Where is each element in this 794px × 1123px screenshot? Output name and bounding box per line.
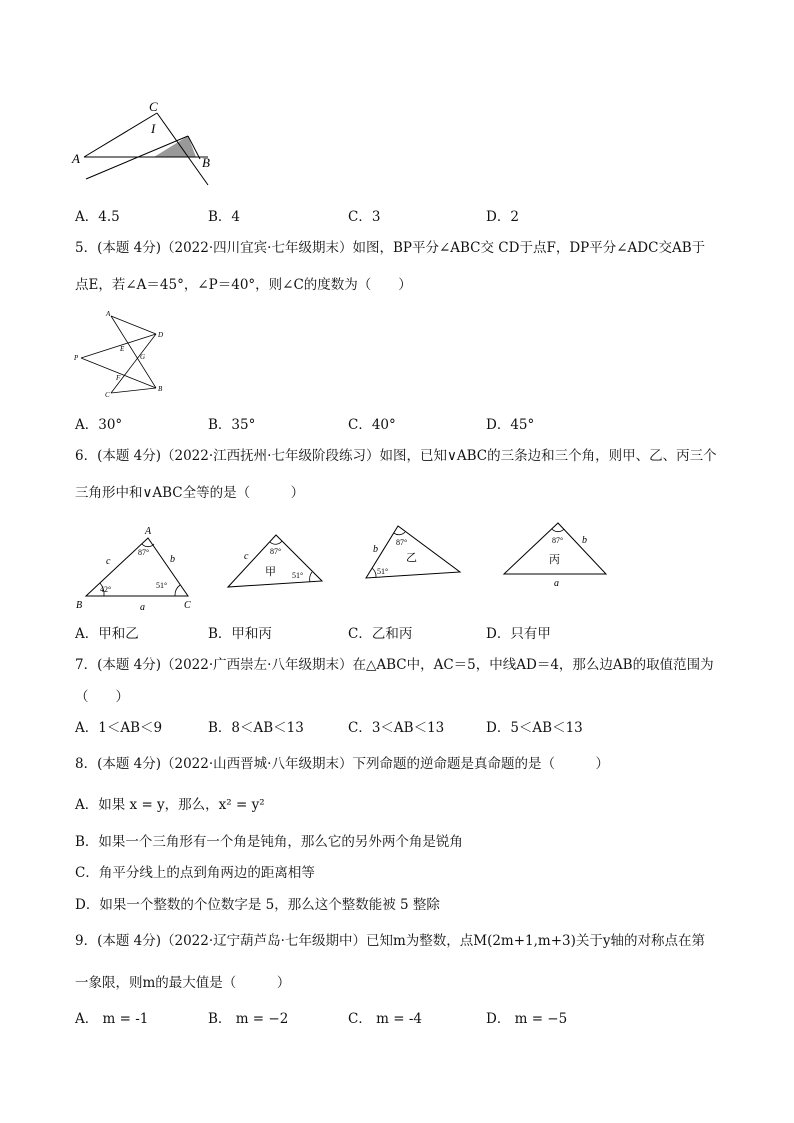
q8-option-c: C．角平分线上的点到角两边的距离相等	[75, 865, 315, 881]
label-g: G	[140, 353, 146, 361]
q6-option-a: A．甲和乙	[75, 626, 139, 642]
q6-stem-line1: 6．(本题 4分)（2022·江西抚州·七年级阶段练习）如图，已知∨ABC的三条边和三个角，则甲、乙、丙三个	[75, 448, 717, 464]
angle-51: 51°	[377, 567, 389, 576]
q5-option-d: D．45°	[486, 417, 535, 433]
q6-option-b: B．甲和丙	[208, 626, 272, 642]
q4-figure	[60, 95, 230, 195]
label-b: B	[158, 385, 163, 393]
angle-42: 42°	[100, 585, 112, 594]
q4-option-a: A．4.5	[75, 209, 120, 225]
angle-51: 51°	[292, 571, 304, 580]
q7-stem-line1: 7．(本题 4分)（2022·广西崇左·八年级期末）在△ABC中，AC＝5，中线AD＝4，那么边AB的取值范围为	[75, 657, 714, 673]
q8-option-a: A．如果 x = y，那么，x² = y²	[75, 797, 265, 813]
label-side-c: c	[244, 551, 249, 562]
q5-option-a: A．30°	[75, 417, 123, 433]
q8-stem: 8．(本题 4分)（2022·山西晋城·八年级期末）下列命题的逆命题是真命题的是（ ）	[75, 756, 609, 772]
q6-figure-jia	[220, 525, 330, 595]
label-bing: 丙	[549, 554, 560, 566]
line-ac	[84, 113, 157, 157]
q9-stem-line1: 9．(本题 4分)（2022·辽宁葫芦岛·七年级期中）已知m为整数，点M(2m+1,m+3)关于y轴的对称点在第	[75, 933, 706, 949]
angle-87: 87°	[138, 548, 150, 557]
q8-option-d: D．如果一个整数的个位数字是 5，那么这个整数能被 5 整除	[75, 897, 440, 913]
label-c: C	[105, 391, 110, 399]
q5-stem-line1: 5．(本题 4分)（2022·四川宜宾·七年级期末）如图，BP平分∠ABC交 CD于点F，DP平分∠ADC交AB于	[75, 240, 706, 256]
q7-option-c: C．3＜AB＜13	[348, 720, 445, 736]
label-a: A	[106, 310, 111, 318]
label-b-vertex: B	[76, 600, 83, 611]
label-jia: 甲	[265, 566, 276, 578]
q7-stem-line2: （ ）	[75, 689, 129, 705]
angle-87: 87°	[396, 538, 408, 547]
label-a: A	[72, 151, 80, 166]
line-cb	[157, 113, 208, 185]
label-e: E	[120, 345, 125, 353]
angle-87: 87°	[270, 547, 282, 556]
label-yi: 乙	[406, 552, 417, 564]
label-c: C	[149, 99, 158, 114]
q4-option-d: D．2	[486, 209, 519, 225]
q4-option-c: C．3	[348, 209, 381, 225]
q4-option-b: B．4	[208, 209, 241, 225]
q7-option-a: A．1＜AB＜9	[75, 720, 163, 736]
label-side-b: b	[170, 554, 175, 565]
q9-option-d: D． m = −5	[486, 1011, 568, 1027]
label-i: I	[151, 121, 156, 136]
q5-stem-line2: 点E，若∠A＝45°，∠P＝40°，则∠C的度数为（ ）	[75, 277, 412, 293]
label-side-c: c	[106, 556, 111, 567]
label-side-a: a	[140, 602, 145, 612]
angle-51: 51°	[156, 581, 168, 590]
q6-figure-bing	[500, 517, 612, 587]
q6-figure-abc	[70, 520, 200, 612]
label-a-vertex: A	[145, 526, 152, 537]
q6-stem-line2: 三角形中和∨ABC全等的是（ ）	[75, 485, 305, 501]
label-d: D	[158, 331, 164, 339]
label-b: B	[202, 155, 210, 170]
q5-option-c: C．40°	[348, 417, 396, 433]
q7-option-d: D．5＜AB＜13	[486, 720, 583, 736]
label-side-a: a	[554, 578, 559, 587]
q7-option-b: B．8＜AB＜13	[208, 720, 304, 736]
q5-option-b: B．35°	[208, 417, 256, 433]
label-p: P	[74, 354, 79, 362]
q6-option-c: C．乙和丙	[348, 626, 413, 642]
q6-figure-yi	[360, 520, 470, 584]
label-c-vertex: C	[184, 600, 191, 611]
angle-87: 87°	[552, 536, 564, 545]
label-side-b: b	[582, 535, 587, 546]
q9-option-a: A． m = -1	[75, 1011, 149, 1027]
q5-figure	[70, 308, 180, 400]
label-f: F	[116, 374, 121, 382]
q9-option-c: C． m = -4	[348, 1011, 422, 1027]
q9-stem-line2: 一象限，则m的最大值是（ ）	[75, 975, 291, 991]
q6-option-d: D．只有甲	[486, 626, 551, 642]
q8-option-b: B．如果一个三角形有一个角是钝角，那么它的另外两个角是锐角	[75, 834, 463, 850]
q9-option-b: B． m = −2	[208, 1011, 289, 1027]
label-side-b: b	[373, 544, 378, 555]
